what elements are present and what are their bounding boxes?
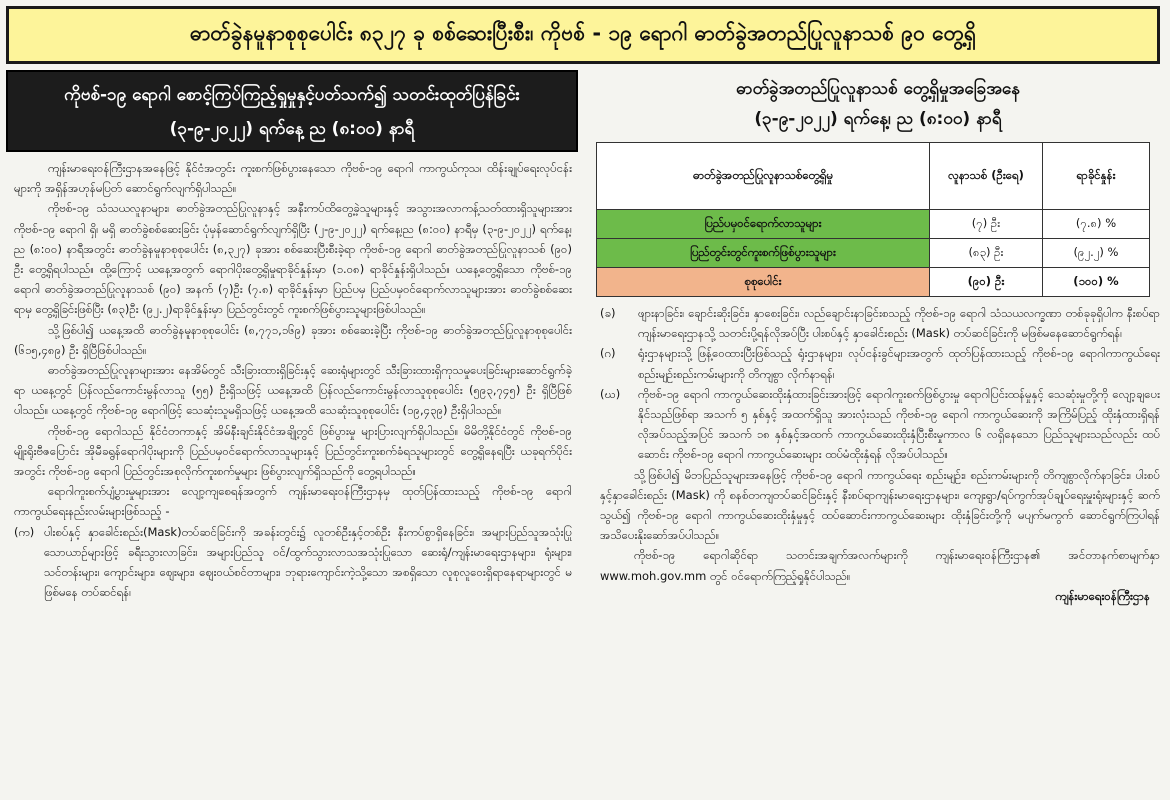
item-text: ရုံးဌာနများသို့ ဖြန့်ဝေထားပြီးဖြစ်သည့် ရုံးဌာနများ၊ လုပ်ငန်းခွင်များအတွက် ထုတ်ပြန်ထားသည့် ကိုဗစ်-၁၉ ရောဂါကာကွယ်ရေး စည်းမျဉ်းစည်းကမ်းများကို တိကျစွာ လိုက်နာရန်၊ xyxy=(638,346,1160,381)
right-header xyxy=(592,70,1164,142)
paragraph: ကိုဗစ်-၁၉ ရောဂါဆိုင်ရာ သတင်းအချက်အလက်များကို ကျန်းမာရေးဝန်ကြီးဌာန၏ အင်တာနက်စာမျက်နှာ www.moh.gov.mm တွင် ဝင်ရောက်ကြည့်ရှုနိုင်ပါသည်။ xyxy=(600,548,1160,583)
item-marker: (ဃ) xyxy=(600,386,621,401)
left-header xyxy=(6,70,578,152)
right-column xyxy=(592,70,1164,606)
paragraph: ရောဂါကူးစက်ပျံ့ပွားမှုများအား လျော့ကျစေရန်အတွက် ကျန်းမာရေးဝန်ကြီးဌာနမှ ထုတ်ပြန်ထားသည့် ကိုဗစ်-၁၉ ရောဂါ ကာကွယ်ရေးနည်းလမ်းများဖြစ်သည့် - xyxy=(14,484,572,519)
table-header: ဓာတ်ခွဲအတည်ပြုလူနာသစ်တွေ့ရှိမှု xyxy=(597,143,930,210)
paragraph: သို့ဖြစ်ပါ၍ ယနေ့အထိ ဓာတ်ခွဲနမူနာစုစုပေါင်း (၈,၇၇၁,၁၆၉) ခုအား စစ်ဆေးခဲ့ပြီး ကိုဗစ်-၁၉ ဓာတ်ခွဲအတည်ပြုလူနာစုစုပေါင်း (၆၁၅,၄၈၉) ဦး ရှိပြီဖြစ်ပါသည်။ xyxy=(14,322,572,357)
right-header-date: (၃-၉-၂၀၂၂) ရက်နေ့၊ ည (၈:၀၀) နာရီ xyxy=(754,109,1002,129)
table-cell-pct: (၁၀၀) % xyxy=(1043,268,1150,297)
table-row xyxy=(597,239,1150,268)
paragraph: ကိုဗစ်-၁၉ ရောဂါသည် နိုင်ငံတကာနှင့် အိမ်နီးချင်းနိုင်ငံအချို့တွင် ဖြစ်ပွားမှု များပြားလျက်ရှိပါသည်။ မိမိတို့နိုင်ငံတွင် ကိုဗစ်-၁၉ မျိုးရိုးဗီဇပြောင်း အိုမီခရွန်ရောဂါပိုးများကို ပြည်ပမှဝင်ရောက်လာသူများနှင့် ပြည်တွင်းကူးစက်ခံရသူများတွင် တွေ့ရှိနေရပြီး ယခုရက်ပိုင်းအတွင်း ကိုဗစ်-၁၉ ရောဂါ ပြည်တွင်းအစုလိုက်ကူးစက်မှုများ ဖြစ်ပွားလျက်ရှိသည်ကို တွေ့ရပါသည်။ xyxy=(14,423,572,479)
table-cell-count: (၈၃) ဦး xyxy=(930,239,1043,268)
table-cell-count: (၉၀) ဦး xyxy=(930,268,1043,297)
left-body xyxy=(6,152,578,602)
headline-banner xyxy=(6,6,1160,64)
cases-table xyxy=(596,142,1150,297)
table-header: လူနာသစ် (ဦးရေ) xyxy=(930,143,1043,210)
table-row-total xyxy=(597,268,1150,297)
table-header-row xyxy=(597,143,1150,210)
item-text: ပါးစပ်နှင့် နှာခေါင်းစည်း(Mask)တပ်ဆင်ခြင်းကို အခန်းတွင်း၌ လူတစ်ဦးနှင့်တစ်ဦး နီးကပ်စွာရှိနေခြင်း၊ အများပြည်သူအသုံးပြုသောယာဉ်များဖြင့် ခရီးသွားလာခြင်း၊ အများပြည်သူ ဝင်/ထွက်သွားလာသအသုံးပြုသော ဆေးရုံ/ကျန်းမာရေးဌာနများ၊ ရုံးများ၊ သင်တန်းများ၊ ကျောင်းများ၊ ဈေးများ၊ ဈေးဝယ်စင်တာများ၊ ဘုရားကျောင်းကဲ့သို့သော အစရှိသော လူစုလူဝေးရှိရာနေရာများတွင် မဖြစ်မနေ တပ်ဆင်ရန်၊ xyxy=(44,524,572,600)
table-cell-label: ပြည်တွင်းတွင်ကူးစက်ဖြစ်ပွားသူများ xyxy=(597,239,930,268)
right-body xyxy=(592,297,1164,606)
paragraph: ဓာတ်ခွဲအတည်ပြုလူနာများအား နေအိမ်တွင် သီးခြားထားရှိခြင်းနှင့် ဆေးရုံများတွင် သီးခြားထားရှိကုသမှုပေးခြင်းများဆောင်ရွက်ခဲ့ရာ ယနေ့တွင် ပြန်လည်ကောင်းမွန်လာသူ (၅၅) ဦးရှိသဖြင့် ယနေ့အထိ ပြန်လည်ကောင်းမွန်လာသူစုစုပေါင်း (၅၉၃,၇၄၅) ဦး ရှိပြီဖြစ်ပါသည်။ ယနေ့တွင် ကိုဗစ်-၁၉ ရောဂါဖြင့် သေဆုံးသူမရှိသဖြင့် ယနေ့အထိ သေဆုံးသူစုစုပေါင်း (၁၉,၄၃၉) ဦးရှိပါသည်။ xyxy=(14,363,572,418)
item-marker: (က) xyxy=(14,524,35,539)
item-text: ကိုဗစ်-၁၉ ရောဂါ ကာကွယ်ဆေးထိုးနှံထားခြင်းအားဖြင့် ရောဂါကူးစက်ဖြစ်ပွားမှု ရောဂါပြင်းထန်မှုနှင့် သေဆုံးမှုတို့ကို လျော့ချပေးနိုင်သည်ဖြစ်ရာ အသက် ၅ နှစ်နှင့် အထက်ရှိသူ အားလုံးသည် ကိုဗစ်-၁၉ ရောဂါ ကာကွယ်ဆေးကို အကြိမ်ပြည့် ထိုးနှံထားရှိရန် လိုအပ်သည့်အပြင် အသက် ၁၈ နှစ်နှင့်အထက် ကာကွယ်ဆေးထိုးနှံပြီးစီးမှုကာလ ၆ လရှိနေသော ပြည်သူများသည်လည်း ထပ်ဆောင်း ကိုဗစ်-၁၉ ရောဂါ ကာကွယ်ဆေးများ ထပ်မံထိုးနှံရန် လိုအပ်ပါသည်။ xyxy=(638,386,1160,462)
table-cell-count: (၇) ဦး xyxy=(930,210,1043,239)
table-cell-label: စုစုပေါင်း xyxy=(597,268,930,297)
list-item xyxy=(14,522,572,603)
paragraph: သို့ဖြစ်ပါ၍ မိဘပြည်သူများအနေဖြင့် ကိုဗစ်-၁၉ ရောဂါ ကာကွယ်ရေး စည်းမျဉ်း၊ စည်းကမ်းများကို တိကျစွာလိုက်နာခြင်း၊ ပါးစပ်နှင့်နှာခေါင်းစည်း (Mask) ကို စနစ်တကျတပ်ဆင်ခြင်းနှင့် နီးစပ်ရာကျန်းမာရေးဌာနများ၊ ကျေးရွာ/ရပ်ကွက်အုပ်ချုပ်ရေးမှူးရုံးများနှင့် ဆက်သွယ်၍ ကိုဗစ်-၁၉ ရောဂါ ကာကွယ်ဆေးထိုးနှံမှုနှင့် ထပ်ဆောင်းကာကွယ်ဆေးများ ထိုးနှံခြင်းတို့ကို မပျက်မကွက် ဆောင်ရွက်ကြပါရန် အသိပေးနိုးဆော်အပ်ပါသည်။ xyxy=(600,467,1160,543)
list-item xyxy=(600,384,1160,465)
paragraph: ကျန်းမာရေးဝန်ကြီးဌာနအနေဖြင့် နိုင်ငံအတွင်း ကူးစက်ဖြစ်ပွားနေသော ကိုဗစ်-၁၉ ရောဂါ ကာကွယ်ကုသ၊ ထိန်းချုပ်ရေးလုပ်ငန်းများကို အရှိန်အဟုန်မပြတ် ဆောင်ရွက်လျက်ရှိပါသည်။ xyxy=(14,161,572,196)
left-header-title: ကိုဗစ်-၁၉ ရောဂါ စောင့်ကြပ်ကြည့်ရှုမှုနှင့်ပတ်သက်၍ သတင်းထုတ်ပြန်ခြင်း xyxy=(64,85,520,105)
left-header-date: (၃-၉-၂၀၂၂) ရက်နေ့ ည (၈:၀၀) နာရီ xyxy=(169,119,415,139)
item-text: ဖျားနာခြင်း၊ ချောင်းဆိုးခြင်း၊ နှာစေးခြင်း၊ လည်ချောင်းနာခြင်းစသည့် ကိုဗစ်-၁၉ ရောဂါ သံသယလက္ခဏာ တစ်ခုခုရှိပါက နီးစပ်ရာကျန်းမာရေးဌာနသို့ သတင်းပို့ရန်လိုအပ်ပြီး ပါးစပ်နှင့် နှာခေါင်းစည်း (Mask) တပ်ဆင်ခြင်းကို မဖြစ်မနေဆောင်ရွက်ရန်၊ xyxy=(638,306,1160,341)
paragraph: ကိုဗစ်-၁၉ သံသယလူနာများ၊ ဓာတ်ခွဲအတည်ပြုလူနာနှင့် အနီးကပ်ထိတွေ့ခဲ့သူများနှင့် အသွားအလာကန့်သတ်ထားရှိသူများအား ကိုဗစ်-၁၉ ရောဂါ ရှိ၊ မရှိ ဓာတ်ခွဲစစ်ဆေးခြင်း ပုံမှန်ဆောင်ရွက်လျက်ရှိပြီး (၂-၉-၂၀၂၂) ရက်နေ့၊ည (၈:၀၀) နာရီမှ (၃-၉-၂၀၂၂) ရက်နေ့၊ည (၈:၀၀) နာရီအတွင်း ဓာတ်ခွဲနမူနာစုစုပေါင်း (၈,၃၂၇) ခုအား စစ်ဆေးပြီးစီးခဲ့ရာ ကိုဗစ်-၁၉ ရောဂါ ဓာတ်ခွဲအတည်ပြုလူနာသစ် (၉၀) ဦး တွေ့ရှိရပါသည်။ ထို့ကြောင့် ယနေ့အတွက် ရောဂါပိုးတွေ့ရှိမှုရာခိုင်နှုန်းမှာ (၁.၀၈) ရာခိုင်နှုန်းရှိပါသည်။ ယနေ့တွေ့ရှိသော ကိုဗစ်-၁၉ ရောဂါ ဓာတ်ခွဲအတည်ပြုလူနာသစ် (၉၀) အနက် (၇)ဦး (၇.၈) ရာခိုင်နှုန်းမှာ ပြည်ပမှ ပြည်ပမှဝင်ရောက်လာသူများအား ဓာတ်ခွဲစစ်ဆေးရာမှ တွေ့ရှိခြင်းဖြစ်ပြီး (၈၃)ဦး (၉၂.၂)ရာခိုင်နှုန်းမှာ ပြည်တွင်းတွင် ကူးစက်ဖြစ်ပွားသူများဖြစ်ပါသည်။ xyxy=(14,201,572,317)
table-cell-pct: (၇.၈) % xyxy=(1043,210,1150,239)
table-cell-label: ပြည်ပမှဝင်ရောက်လာသူများ xyxy=(597,210,930,239)
item-marker: (ဂ) xyxy=(600,346,616,361)
list-item xyxy=(600,303,1160,343)
item-marker: (ခ) xyxy=(600,306,616,320)
list-item xyxy=(600,343,1160,383)
table-row xyxy=(597,210,1150,239)
table-header: ရာခိုင်နှုန်း xyxy=(1043,143,1150,210)
signature: ကျန်းမာရေးဝန်ကြီးဌာန xyxy=(1055,588,1150,603)
table-cell-pct: (၉၂.၂) % xyxy=(1043,239,1150,268)
right-header-title: ဓာတ်ခွဲအတည်ပြုလူနာသစ် တွေ့ရှိမှုအခြေအနေ xyxy=(736,79,1020,99)
headline-text: ဓာတ်ခွဲနမူနာစုစုပေါင်း ၈၃၂၇ ခု စစ်ဆေးပြီးစီး၊ ကိုဗစ် - ၁၉ ရောဂါ ဓာတ်ခွဲအတည်ပြုလူနာသစ် ၉၀ တွေ့ရှိ xyxy=(189,20,977,45)
left-column xyxy=(6,70,578,602)
